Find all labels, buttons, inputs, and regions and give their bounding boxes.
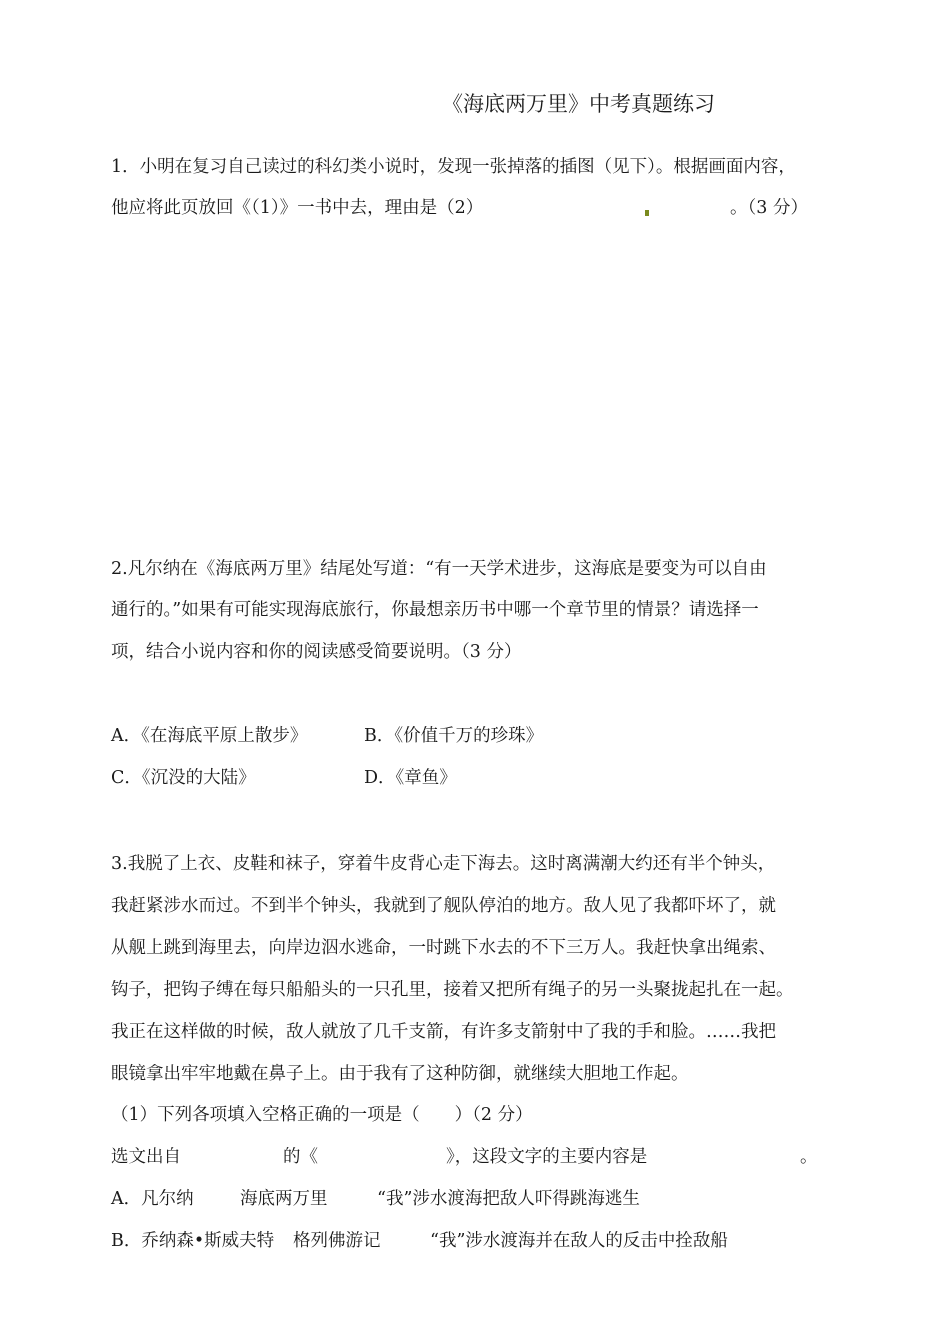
- fill-in-line: [0, 1143, 950, 1169]
- choice-a-label: A．凡尔纳: [111, 1189, 194, 1209]
- question-2-line-3: 项，结合小说内容和你的阅读感受简要说明。（3 分）: [111, 642, 522, 662]
- fill-text-c: 》，这段文字的主要内容是: [446, 1147, 648, 1167]
- question-3-line-2: 我赶紧涉水而过。不到半个钟头，我就到了舰队停泊的地方。敌人见了我都吓坏了，就: [111, 896, 776, 916]
- fill-text-d: 。: [800, 1147, 818, 1167]
- question-3-line-3: 从舰上跳到海里去，向岸边泅水逃命，一时跳下水去的不下三万人。我赶快拿出绳索、: [111, 938, 776, 958]
- page-title: 《海底两万里》中考真题练习: [442, 92, 715, 116]
- choice-b-content: “我”涉水渡海并在敌人的反击中拴敌船: [430, 1231, 728, 1251]
- choice-a: [0, 1185, 950, 1211]
- choice-a-content: “我”涉水渡海把敌人吓得跳海逃生: [377, 1189, 640, 1209]
- question-1-score: 。（3 分）: [730, 198, 808, 218]
- question-2-line-1: 2.凡尔纳在《海底两万里》结尾处写道：“有一天学术进步，这海底是要变为可以自由: [111, 559, 767, 579]
- option-a: A．《在海底平原上散步》: [111, 726, 308, 746]
- option-c: C．《沉没的大陆》: [111, 768, 256, 788]
- choice-a-book: 海底两万里: [240, 1189, 328, 1209]
- choice-b-book: 格列佛游记: [293, 1231, 381, 1251]
- question-1-line-1: 1．小明在复习自己读过的科幻类小说时，发现一张掉落的插图（见下）。根据画面内容，: [111, 157, 796, 177]
- question-3-line-5: 我正在这样做的时候，敌人就放了几千支箭，有许多支箭射中了我的手和脸。……我把: [111, 1022, 776, 1042]
- question-2-line-2: 通行的。”如果有可能实现海底旅行，你最想亲历书中哪一个章节里的情景？请选择一: [111, 600, 759, 620]
- question-3-line-1: 3.我脱了上衣、皮鞋和袜子，穿着牛皮背心走下海去。这时离满潮大约还有半个钟头，: [111, 854, 776, 874]
- question-3-line-4: 钩子，把钩子缚在每只船船头的一只孔里，接着又把所有绳子的另一头聚拢起扎在一起。: [111, 980, 794, 1000]
- fill-text-a: 选文出自: [111, 1147, 181, 1167]
- question-1: [111, 153, 796, 178]
- question-1-line-2-text: 他应将此页放回《（1）》一书中去，理由是（2）: [111, 198, 484, 218]
- sub-question-1: （1）下列各项填入空格正确的一项是（ ）（2 分）: [111, 1105, 533, 1125]
- choice-b-label: B．乔纳森•斯威夫特: [111, 1231, 275, 1251]
- option-b: B．《价值千万的珍珠》: [364, 726, 544, 746]
- fill-text-b: 的《: [283, 1147, 318, 1167]
- question-1-line-2: [111, 194, 483, 219]
- stray-mark: [645, 210, 649, 216]
- option-d: D．《章鱼》: [364, 768, 457, 788]
- choice-b: [0, 1227, 950, 1253]
- question-3-line-6: 眼镜拿出牢牢地戴在鼻子上。由于我有了这种防御，就继续大胆地工作起。: [111, 1064, 689, 1084]
